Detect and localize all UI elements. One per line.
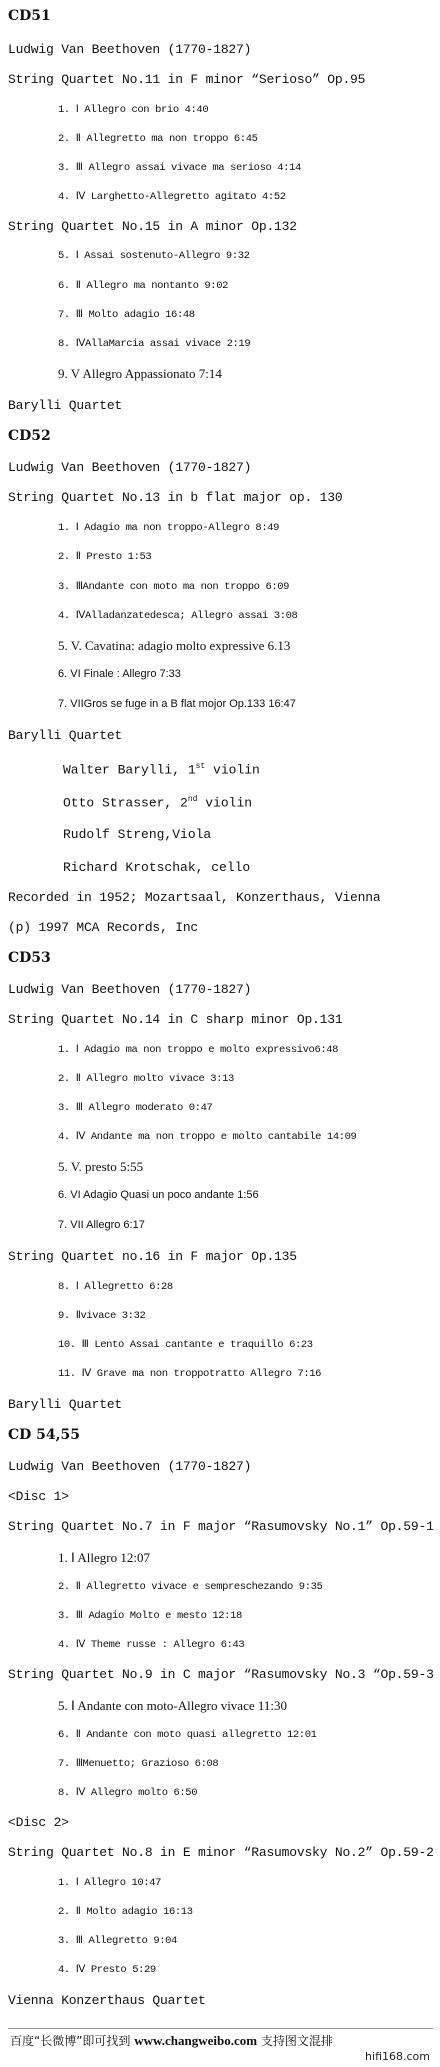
- track-line: 5. V. presto 5:55: [58, 1159, 144, 1174]
- track-line: 5. V. Cavatina: adagio molto expressive 6.13: [58, 638, 291, 653]
- text-line: String Quartet no.16 in F major Op.135: [8, 1249, 297, 1264]
- track-line: 7. VIIGros se fuge in a B flat mojor Op.133 16:47: [58, 698, 296, 710]
- track-line: 7. ⅢMenuetto; Grazioso 6:08: [58, 1758, 219, 1770]
- text-line: String Quartet No.11 in F minor “Serioso” Op.95: [8, 72, 366, 87]
- cd-heading: CD51: [8, 8, 51, 24]
- text-line: Ludwig Van Beethoven (1770-1827): [8, 460, 252, 475]
- track-line: 9. V Allegro Appassionato 7:14: [58, 366, 222, 381]
- track-line: 11. Ⅳ Grave ma non troppotratto Allegro 7:16: [58, 1368, 322, 1380]
- member-line: Rudolf Streng,Viola: [63, 827, 212, 842]
- track-line: 2. Ⅱ Allegro molto vivace 3:13: [58, 1073, 234, 1085]
- track-line: 1. Ⅰ Adagio ma non troppo-Allegro 8:49: [58, 522, 280, 534]
- text-line: Barylli Quartet: [8, 398, 123, 413]
- text-line: Barylli Quartet: [8, 728, 123, 743]
- text-line: String Quartet No.13 in b flat major op. 130: [8, 490, 343, 505]
- track-line: 4. Ⅳ Andante ma non troppo e molto cantabile 14:09: [58, 1131, 357, 1143]
- track-line: 3. Ⅲ Allegretto 9:04: [58, 1935, 177, 1947]
- footer-text: [10, 2032, 333, 2049]
- track-line: 3. Ⅲ Allegro assai vivace ma serioso 4:14: [58, 162, 301, 174]
- footer-pre: 百度“长微博”即可找到: [10, 2034, 131, 2048]
- track-line: 8. ⅣAllaMarcia assai vivace 2:19: [58, 338, 251, 350]
- track-line: 3. ⅢAndante con moto ma non troppo 6:09: [58, 581, 290, 593]
- footer-url[interactable]: www.changweibo.com: [134, 2033, 258, 2048]
- track-line: 2. Ⅱ Allegretto ma non troppo 6:45: [58, 133, 258, 145]
- text-line: Barylli Quartet: [8, 1397, 123, 1412]
- track-line: 4. Ⅳ Larghetto-Allegretto agitato 4:52: [58, 191, 286, 203]
- text-line: Ludwig Van Beethoven (1770-1827): [8, 1459, 252, 1474]
- track-line: 6. Ⅱ Andante con moto quasi allegretto 12:01: [58, 1729, 317, 1741]
- member-line: Richard Krotschak, cello: [63, 860, 251, 875]
- text-line: String Quartet No.14 in C sharp minor Op.131: [8, 1012, 343, 1027]
- track-line: 1. Ⅰ Allegro 12:07: [58, 1550, 150, 1565]
- text-line: String Quartet No.8 in E minor “Rasumovsky No.2” Op.59-2: [8, 1845, 434, 1860]
- text-line: String Quartet No.9 in C major “Rasumovsky No.3 “Op.59-3: [8, 1667, 434, 1682]
- track-line: 2. Ⅱ Presto 1:53: [58, 551, 152, 563]
- footer-post: 支持图文混排: [260, 2034, 333, 2048]
- text-line: String Quartet No.7 in F major “Rasumovsky No.1” Op.59-1: [8, 1519, 434, 1534]
- track-line: 4. Ⅳ Presto 5:29: [58, 1964, 156, 1976]
- text-line: Ludwig Van Beethoven (1770-1827): [8, 42, 252, 57]
- track-line: 2. Ⅱ Allegretto vivace e sempreschezando 9:35: [58, 1581, 323, 1593]
- track-line: 1. Ⅰ Adagio ma non troppo e molto expressivo6:48: [58, 1044, 339, 1056]
- track-line: 2. Ⅱ Molto adagio 16:13: [58, 1906, 193, 1918]
- cd-heading: CD 54,55: [8, 1427, 80, 1443]
- footer-rule: [8, 2028, 433, 2029]
- track-line: 10. Ⅲ Lento Assai cantante e traquillo 6:23: [58, 1339, 313, 1351]
- cd-heading: CD53: [8, 950, 51, 966]
- track-line: 9. Ⅱvivace 3:32: [58, 1310, 146, 1322]
- track-line: 8. Ⅳ Allegro molto 6:50: [58, 1787, 198, 1799]
- track-line: 3. Ⅲ Allegro moderato 0:47: [58, 1102, 213, 1114]
- text-line: <Disc 2>: [8, 1815, 69, 1830]
- track-line: 5. Ⅰ Andante con moto-Allegro vivace 11:30: [58, 1698, 287, 1713]
- footer: [0, 2026, 440, 2067]
- track-line: 6. Ⅱ Allegro ma nontanto 9:02: [58, 280, 228, 292]
- member-line: Walter Barylli, 1st violin: [63, 762, 260, 778]
- text-line: Ludwig Van Beethoven (1770-1827): [8, 982, 252, 997]
- track-line: 4. ⅣAlladanzatedesca; Allegro assai 3:08: [58, 610, 298, 622]
- text-line: <Disc 1>: [8, 1489, 69, 1504]
- track-line: 8. Ⅰ Allegretto 6:28: [58, 1281, 173, 1293]
- track-line: 3. Ⅲ Adagio Molto e mesto 12:18: [58, 1610, 242, 1622]
- track-line: 6. VI Finale : Allegro 7:33: [58, 668, 181, 680]
- text-line: String Quartet No.15 in A minor Op.132: [8, 219, 297, 234]
- track-line: 1. Ⅰ Allegro con brio 4:40: [58, 104, 209, 116]
- source-watermark: hifi168.com: [365, 2050, 430, 2063]
- track-line: 1. Ⅰ Allegro 10:47: [58, 1877, 162, 1889]
- track-line: 7. Ⅲ Molto adagio 16:48: [58, 309, 195, 321]
- member-line: Otto Strasser, 2nd violin: [63, 795, 253, 811]
- text-line: Vienna Konzerthaus Quartet: [8, 1993, 206, 2008]
- cd-heading: CD52: [8, 428, 51, 444]
- track-line: 7. VII Allegro 6:17: [58, 1219, 145, 1231]
- text-line: (p) 1997 MCA Records, Inc: [8, 920, 199, 935]
- text-line: Recorded in 1952; Mozartsaal, Konzerthaus, Vienna: [8, 890, 381, 905]
- track-line: 4. Ⅳ Theme russe : Allegro 6:43: [58, 1639, 245, 1651]
- track-line: 6. VI Adagio Quasi un poco andante 1:56: [58, 1189, 259, 1201]
- track-line: 5. Ⅰ Assai sostenuto-Allegro 9:32: [58, 250, 250, 262]
